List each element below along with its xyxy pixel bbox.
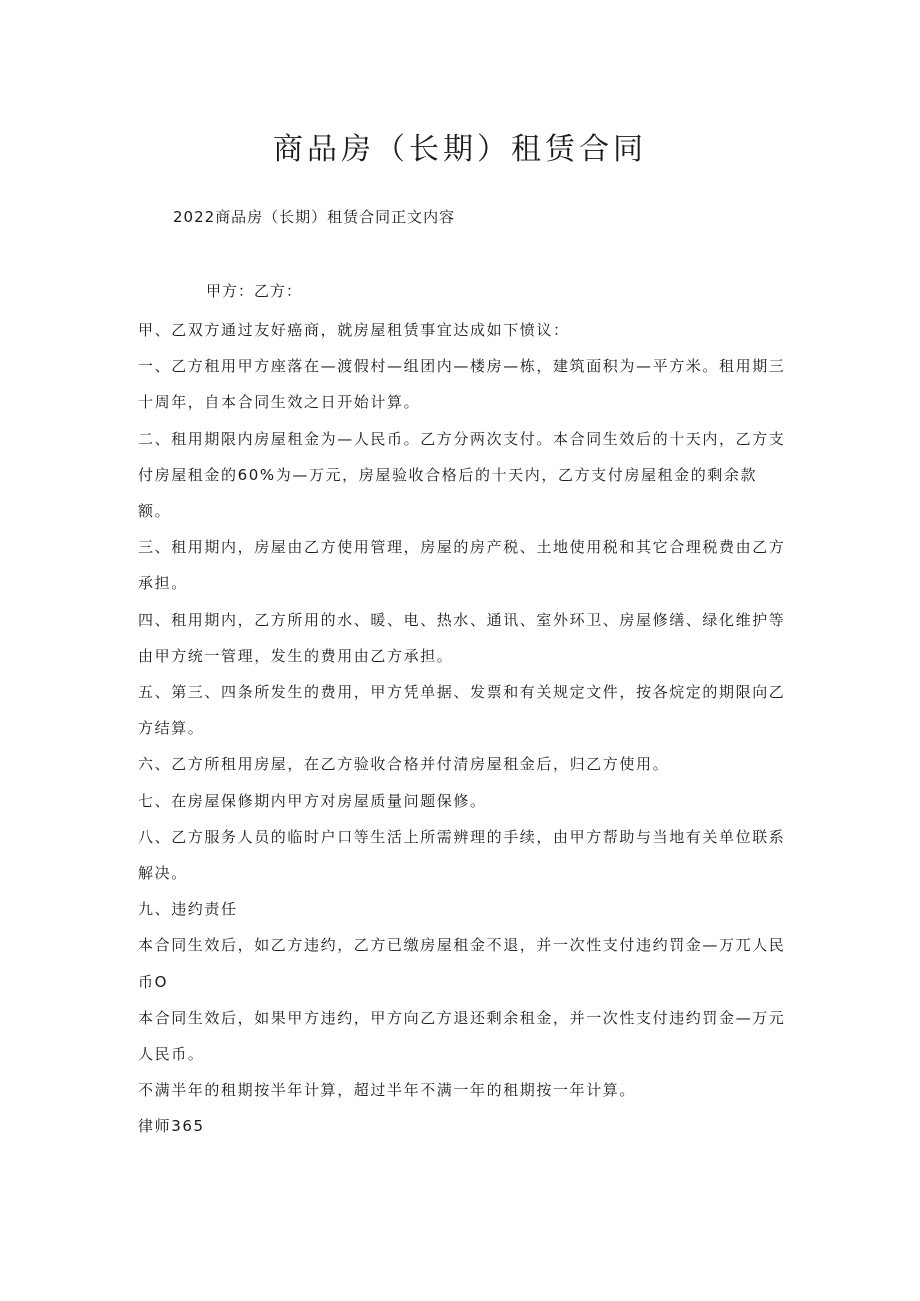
document-title: 商品房（长期）租赁合同: [273, 132, 647, 167]
paragraph-clause-8: 八、乙方服务人员的临时户口等生活上所需辨理的手续，由甲方帮助与当地有关单位联系解决。: [138, 827, 786, 883]
parties-line: 甲方：乙方：: [206, 282, 303, 300]
paragraph-clause-2: 二、租用期限内房屋租金为—人民币。乙方分两次支付。本合同生效后的十天内，乙方支付房屋租金的60%为—万元，房屋验收合格后的十天内，乙方支付房屋租金的剩余款额。: [138, 429, 786, 521]
paragraph-clause-9-heading: 九、违约责任: [138, 900, 238, 919]
paragraph-clause-4: 四、租用期内，乙方所用的水、暖、电、热水、通讯、室外环卫、房屋修缮、绿化维护等由甲方统一管理，发生的费用由乙方承担。: [138, 610, 786, 665]
contract-body: [138, 312, 788, 1145]
paragraph-source: 律师365: [138, 1117, 205, 1136]
paragraph-intro: 甲、乙双方通过友好癌商，就房屋租赁事宜达成如下愤议：: [138, 321, 570, 339]
paragraph-clause-3: 三、租用期内，房屋由乙方使用管理，房屋的房产税、土地使用税和其它合理税费由乙方承担。: [138, 538, 786, 593]
paragraph-clause-6: 六、乙方所租用房屋，在乙方验收合格并付清房屋租金后，归乙方使用。: [138, 755, 670, 774]
paragraph-term-rounding: 不满半年的租期按半年计算，超过半年不满一年的租期按一年计算。: [138, 1081, 637, 1100]
paragraph-clause-7: 七、在房屋保修期内甲方对房屋质量问题保修。: [138, 791, 487, 810]
paragraph-clause-1: 一、乙方租用甲方座落在—渡假村—组团内—楼房—栋，建筑面积为—平方米。租用期三十周年，自本合同生效之日开始计算。: [138, 357, 786, 412]
paragraph-breach-party-b: 本合同生效后，如乙方违约，乙方已缴房屋租金不退，并一次性支付违约罚金—万兀人民币O: [138, 936, 786, 991]
paragraph-clause-5: 五、第三、四条所发生的费用，甲方凭单据、发票和有关规定文件，按各烷定的期限向乙方结算。: [138, 683, 786, 738]
paragraph-breach-party-a: 本合同生效后，如果甲方违约，甲方向乙方退还剩余租金，并一次性支付违约罚金—万元人民币。: [138, 1008, 786, 1064]
document-subtitle: 2022商品房（长期）租赁合同正文内容: [173, 208, 456, 226]
